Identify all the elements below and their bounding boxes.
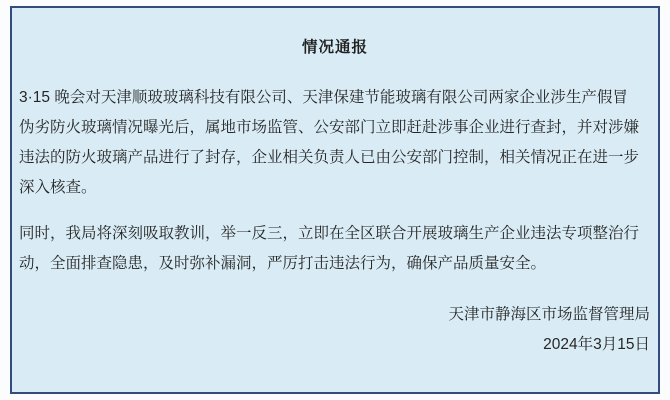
paragraph-1-line-4: 深入核查。 — [19, 179, 97, 196]
signature-block — [12, 300, 658, 360]
paragraph-1 — [19, 83, 651, 203]
paragraph-2-line-2: 动，全面排查隐患，及时弥补漏洞，严厉打击违法行为，确保产品质量安全。 — [19, 255, 547, 272]
paragraph-1-line-2: 伪劣防火玻璃情况曝光后，属地市场监管、公安部门立即赶赴涉事企业进行查封，并对涉嫌 — [19, 119, 640, 136]
page-title: 情况通报 — [301, 39, 368, 56]
paragraph-2-line-1: 同时，我局将深刻吸取教训，举一反三，立即在全区联合开展玻璃生产企业违法专项整治行 — [19, 225, 640, 242]
paragraph-1-line-3: 违法的防火玻璃产品进行了封存，企业相关负责人已由公安部门控制，相关情况正在进一步 — [19, 149, 640, 166]
paragraph-2 — [19, 219, 651, 279]
signature-date: 2024年3月15日 — [543, 336, 650, 353]
paragraph-1-line-1: 3·15 晚会对天津顺玻玻璃科技有限公司、天津保建节能玻璃有限公司两家企业涉生产假冒 — [19, 89, 628, 106]
signature-organization: 天津市静海区市场监督管理局 — [448, 306, 650, 323]
notice-box — [10, 6, 660, 394]
